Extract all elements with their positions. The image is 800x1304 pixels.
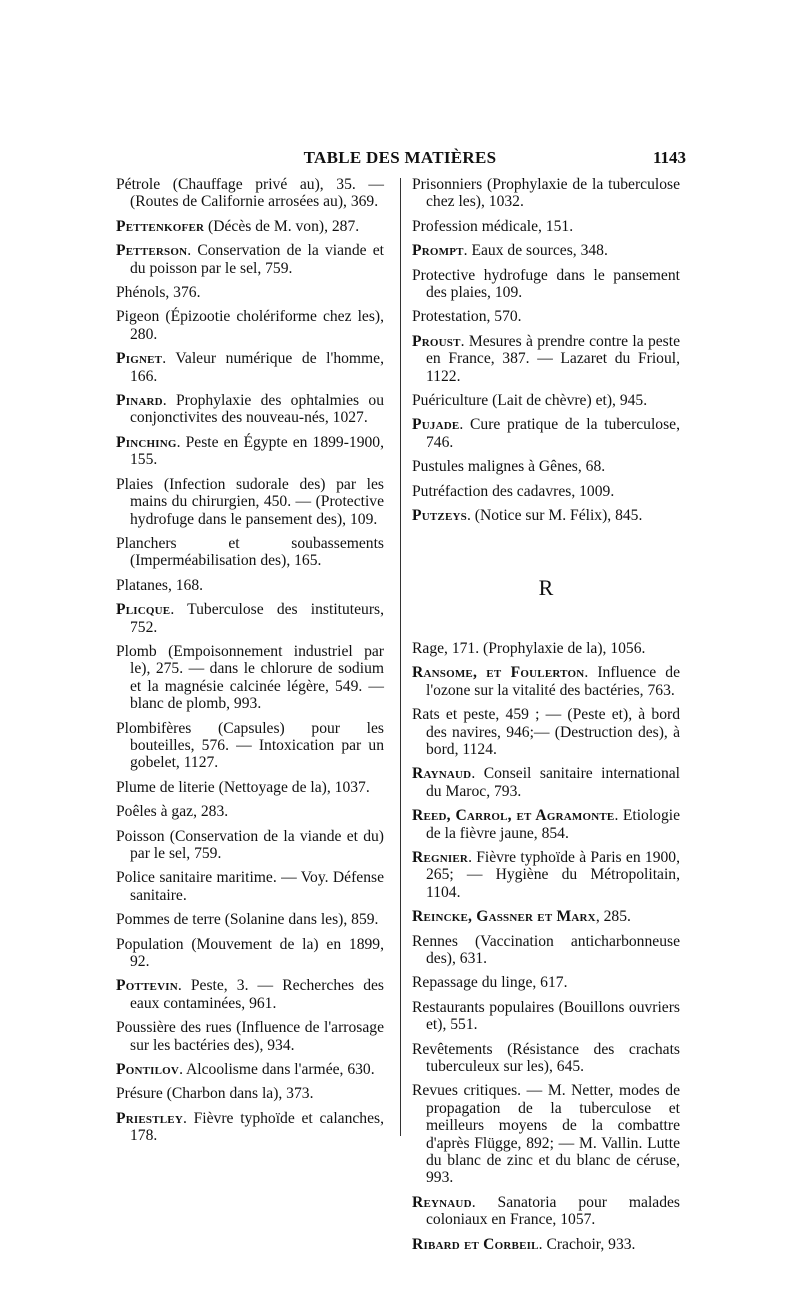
entry-text: , 285.: [595, 908, 631, 926]
index-entry: [412, 333, 680, 385]
index-entry: [412, 483, 680, 500]
entry-text: Rage, 171. (Prophylaxie de la), 1056.: [412, 639, 646, 657]
entry-author: Prompt: [412, 242, 464, 260]
index-entry: [116, 643, 384, 713]
column-divider: [400, 178, 401, 1136]
entry-text: Poêles à gaz, 283.: [116, 803, 229, 821]
index-entry: [116, 1085, 384, 1102]
index-entry: [412, 908, 680, 925]
index-entry: [116, 869, 384, 904]
index-column-right: [412, 176, 680, 1260]
entry-author: Pinard: [116, 392, 163, 410]
entry-text: Rats et peste, 459 ; — (Peste et), à bord des navires, 946;— (Destruction des), à bord, 1124.: [412, 706, 680, 758]
entry-text: . Cure pratique de la tuberculose, 746.: [426, 416, 680, 451]
entry-text: . Peste, 3. — Recherches des eaux contaminées, 961.: [130, 977, 384, 1012]
index-entry: [116, 242, 384, 277]
index-entry: [412, 458, 680, 475]
entry-text: Restaurants populaires (Bouillons ouvriers et), 551.: [412, 998, 680, 1034]
entry-author: Proust: [412, 332, 461, 350]
entry-author: Pontilov: [116, 1061, 180, 1079]
entry-text: Plaies (Infection sudorale des) par les mains du chirurgien, 450. — (Protective hydrofuge dans le pansement des), 109.: [116, 475, 384, 528]
index-entry: [116, 601, 384, 636]
index-entry: [116, 392, 384, 427]
index-entry: [412, 392, 680, 409]
entry-text: . Conseil sanitaire international du Maroc, 793.: [426, 765, 680, 800]
entry-text: . Fièvre typhoïde et calanches, 178.: [130, 1109, 384, 1145]
index-entry: [412, 1236, 680, 1253]
entry-text: Protective hydrofuge dans le pansement des plaies, 109.: [412, 266, 680, 302]
index-entry: [116, 803, 384, 820]
entry-text: Rennes (Vaccination anticharbonneuse des), 631.: [412, 932, 680, 967]
entry-author: Pottevin: [116, 977, 178, 995]
running-title: TABLE DES MATIÈRES: [303, 148, 497, 167]
index-entry: [116, 1061, 384, 1078]
entry-text: Population (Mouvement de la) en 1899, 92.: [116, 935, 384, 971]
entry-text: Revues critiques. — M. Netter, modes de propagation de la tuberculose et meilleurs moyens de la combattre d'après Flügge, 892; — M. Vallin. Lutte du blanc de zinc et du blanc de céruse, 993.: [412, 1082, 680, 1187]
entry-text: . Eaux de sources, 348.: [463, 242, 608, 260]
index-entry: [116, 1019, 384, 1054]
index-entry: [116, 911, 384, 928]
entry-text: . Tuberculose des instituteurs, 752.: [130, 601, 384, 636]
entry-text: Prisonniers (Prophylaxie de la tuberculose chez les), 1032.: [412, 176, 680, 211]
index-entry: [412, 849, 680, 901]
entry-text: Poisson (Conservation de la viande et du) par le sel, 759.: [116, 827, 384, 862]
entry-text: . Alcoolisme dans l'armée, 630.: [179, 1061, 375, 1079]
index-entry: [116, 779, 384, 796]
entry-text: Platanes, 168.: [116, 576, 204, 594]
entry-text: . Peste en Égypte en 1899-1900, 155.: [130, 433, 384, 469]
index-entry: [412, 640, 680, 657]
index-entry: [412, 267, 680, 302]
index-entry: [116, 535, 384, 570]
index-entry: [412, 507, 680, 524]
entry-text: Puériculture (Lait de chèvre) et), 945.: [412, 392, 648, 410]
entry-text: . Valeur numérique de l'homme, 166.: [130, 350, 384, 385]
index-column-left: [116, 176, 384, 1152]
index-entry: [412, 1194, 680, 1229]
entry-author: Priestley: [116, 1109, 183, 1127]
entry-text: Pétrole (Chauffage privé au), 35. — (Routes de Californie arrosées au), 369.: [116, 176, 384, 211]
entry-text: Présure (Charbon dans la), 373.: [116, 1085, 314, 1103]
entry-author: Reincke, Gassner et Marx: [412, 908, 596, 926]
entry-text: Pommes de terre (Solanine dans les), 859.: [116, 911, 379, 929]
entry-text: . Fièvre typhoïde à Paris en 1900, 265; — Hygiène du Métropolitain, 1104.: [426, 848, 680, 901]
entry-text: Poussière des rues (Influence de l'arrosage sur les bactéries des), 934.: [116, 1019, 384, 1054]
entry-text: (Décès de M. von), 287.: [204, 217, 360, 235]
entry-text: . Etiologie de la fièvre jaune, 854.: [426, 807, 680, 842]
entry-text: Pustules malignes à Gênes, 68.: [412, 458, 606, 476]
index-entry: [116, 218, 384, 235]
index-entry: [116, 176, 384, 211]
entry-text: Plomb (Empoisonnement industriel par le), 275. — dans le chlorure de sodium et la magnésie calcinée légère, 549. — blanc de plomb, 993.: [116, 642, 384, 713]
index-entry: [116, 308, 384, 343]
entry-author: Reynaud: [412, 1193, 472, 1211]
page-number: 1143: [652, 148, 686, 167]
running-head: [114, 148, 686, 172]
entry-author: Plicque: [116, 601, 171, 619]
entry-text: . Mesures à prendre contre la peste en France, 387. — Lazaret du Frioul, 1122.: [426, 332, 680, 385]
entry-text: Profession médicale, 151.: [412, 217, 574, 235]
index-entry: [116, 828, 384, 863]
entry-text: . Conservation de la viande et du poisson par le sel, 759.: [130, 242, 384, 277]
entry-author: Regnier: [412, 848, 469, 866]
entry-text: Putréfaction des cadavres, 1009.: [412, 482, 615, 500]
entry-text: . Sanatoria pour malades coloniaux en France, 1057.: [426, 1193, 680, 1229]
index-entry: [412, 933, 680, 968]
index-entry: [412, 176, 680, 211]
index-entry: [412, 242, 680, 259]
index-entry: [116, 434, 384, 469]
index-entry: [116, 977, 384, 1012]
entry-author: Pignet: [116, 350, 163, 368]
entry-author: Pujade: [412, 416, 460, 434]
entry-text: . Crachoir, 933.: [538, 1235, 636, 1253]
index-entry: [116, 936, 384, 971]
index-entry: [412, 1041, 680, 1076]
index-entry: [412, 308, 680, 325]
index-entry: [116, 577, 384, 594]
entry-author: Putzeys: [412, 507, 467, 525]
index-entry: [412, 807, 680, 842]
index-entry: [116, 720, 384, 772]
entry-text: Planchers et soubassements (Imperméabilisation des), 165.: [116, 534, 384, 570]
index-entry: [412, 974, 680, 991]
index-entry: [412, 1082, 680, 1186]
entry-author: Ribard et Corbeil: [412, 1235, 539, 1253]
index-entry: [412, 765, 680, 800]
entry-text: Pigeon (Épizootie cholériforme chez les), 280.: [116, 308, 384, 343]
entry-text: . Prophylaxie des ophtalmies ou conjonctivites des nouveau-nés, 1027.: [130, 392, 384, 427]
entry-text: Plume de literie (Nettoyage de la), 1037.: [116, 778, 370, 796]
entry-text: Police sanitaire maritime. — Voy. Défense sanitaire.: [116, 869, 384, 904]
entry-author: Ransome, et Foulerton: [412, 664, 585, 682]
entry-author: Petterson: [116, 242, 188, 260]
entry-author: Pettenkofer: [116, 217, 205, 235]
entry-author: Raynaud: [412, 765, 472, 783]
index-entry: [116, 350, 384, 385]
index-entry: [412, 706, 680, 758]
entry-text: Revêtements (Résistance des crachats tuberculeux sur les), 645.: [412, 1040, 680, 1076]
index-entry: [412, 664, 680, 699]
entry-text: . (Notice sur M. Félix), 845.: [466, 507, 643, 525]
entry-text: Phénols, 376.: [116, 284, 201, 302]
entry-text: . Influence de l'ozone sur la vitalité des bactéries, 763.: [426, 664, 680, 699]
section-letter: R: [538, 574, 554, 600]
entry-text: Protestation, 570.: [412, 308, 522, 326]
index-entry: [412, 999, 680, 1034]
index-entry: [116, 1110, 384, 1145]
index-entry: [116, 284, 384, 301]
index-entry: [412, 416, 680, 451]
entry-text: Plombifères (Capsules) pour les bouteilles, 576. — Intoxication par un gobelet, 1127.: [116, 719, 384, 772]
entry-author: Pinching: [116, 433, 177, 451]
index-entry: [116, 476, 384, 528]
index-block-p: [412, 176, 680, 525]
index-block-r: [412, 640, 680, 1253]
entry-author: Reed, Carrol, et Agramonte: [412, 807, 615, 825]
entry-text: Repassage du linge, 617.: [412, 974, 568, 992]
index-entry: [412, 218, 680, 235]
